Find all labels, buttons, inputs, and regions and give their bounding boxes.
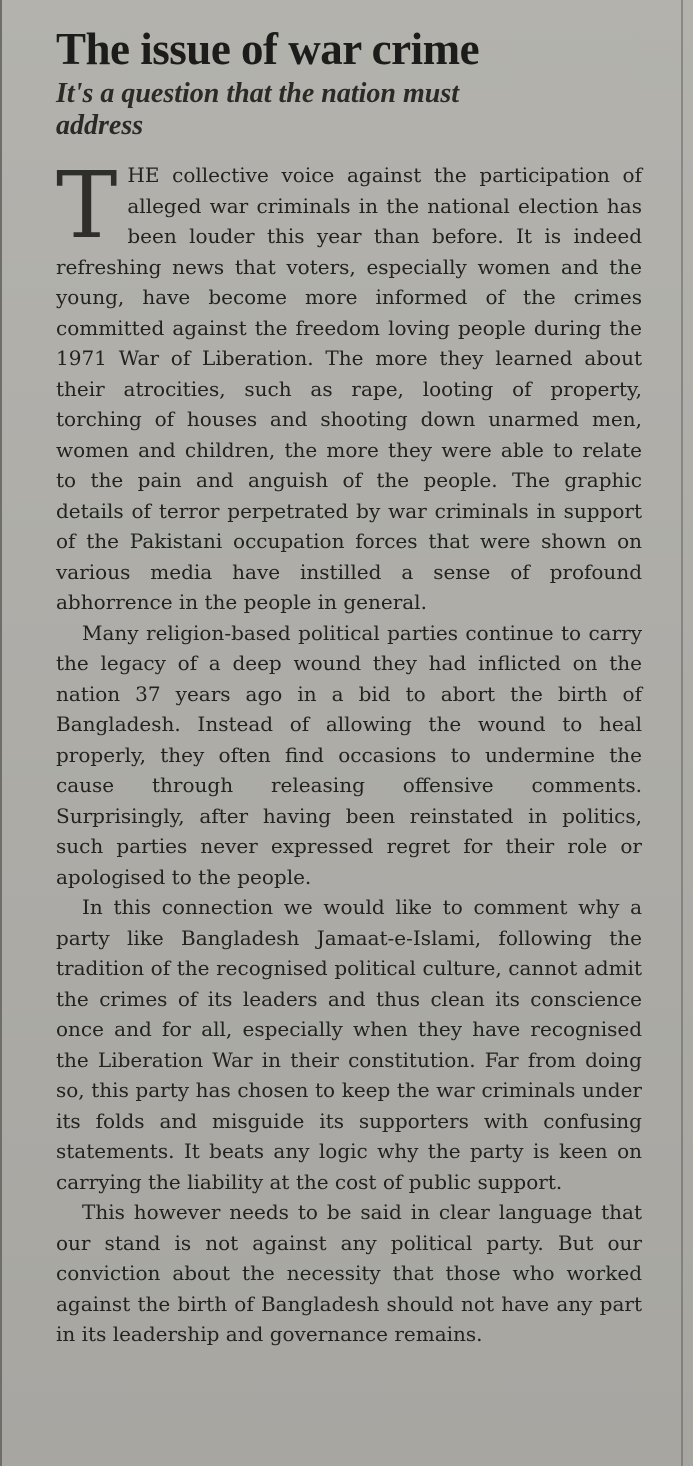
paragraph-2: Many religion-based political parties continue to carry the legacy of a deep wound they had inflicted on the nation 37 years ago in a bid to abort the birth of Bangladesh. Instead of allowing the wound to heal properly, they often find occasions to undermine the cause through releasing offensive comments. Surprisingly, after having been reinstated in politics, such parties never expressed regret for their role or apologised to the people.: [56, 620, 642, 889]
paragraph-3: In this connection we would like to comment why a party like Bangladesh Jamaat-e-Islami, following the tradition of the recognised political culture, cannot admit the crimes of its leaders and thus clean its conscience once and for all, especially when they have recognised the Liberation War in their constitution. Far from doing so, this party has chosen to keep the war criminals under its folds and misguide its supporters with confusing statements. It beats any logic why the party is keen on carrying the liability at the cost of public support.: [56, 895, 642, 1194]
paragraph-1: [56, 152, 642, 618]
article-body: [56, 152, 642, 1350]
editorial-article: [56, 22, 642, 1350]
drop-cap: T: [56, 152, 118, 259]
headline: The issue of war crime: [56, 24, 480, 74]
paragraph-4: This however needs to be said in clear language that our stand is not against any political party. But our conviction about the necessity that those who worked against the birth of Bangladesh should not have any part in its leadership and governance remains.: [56, 1200, 642, 1346]
subheadline: It's a question that the nation must address: [56, 78, 460, 141]
paragraph-1-text: HE collective voice against the participation of alleged war criminals in the national election has been louder this year than before. It is indeed refreshing news that voters, especially women and the young, have become more informed of the crimes committed against the freedom loving people during the 1971 War of Liberation. The more they learned about their atrocities, such as rape, looting of property, torching of houses and shooting down unarmed men, women and children, the more they were able to relate to the pain and anguish of the people. The graphic details of terror perpetrated by war criminals in support of the Pakistani occupation forces that were shown on various media have instilled a sense of profound abhorrence in the people in general.: [56, 163, 642, 614]
